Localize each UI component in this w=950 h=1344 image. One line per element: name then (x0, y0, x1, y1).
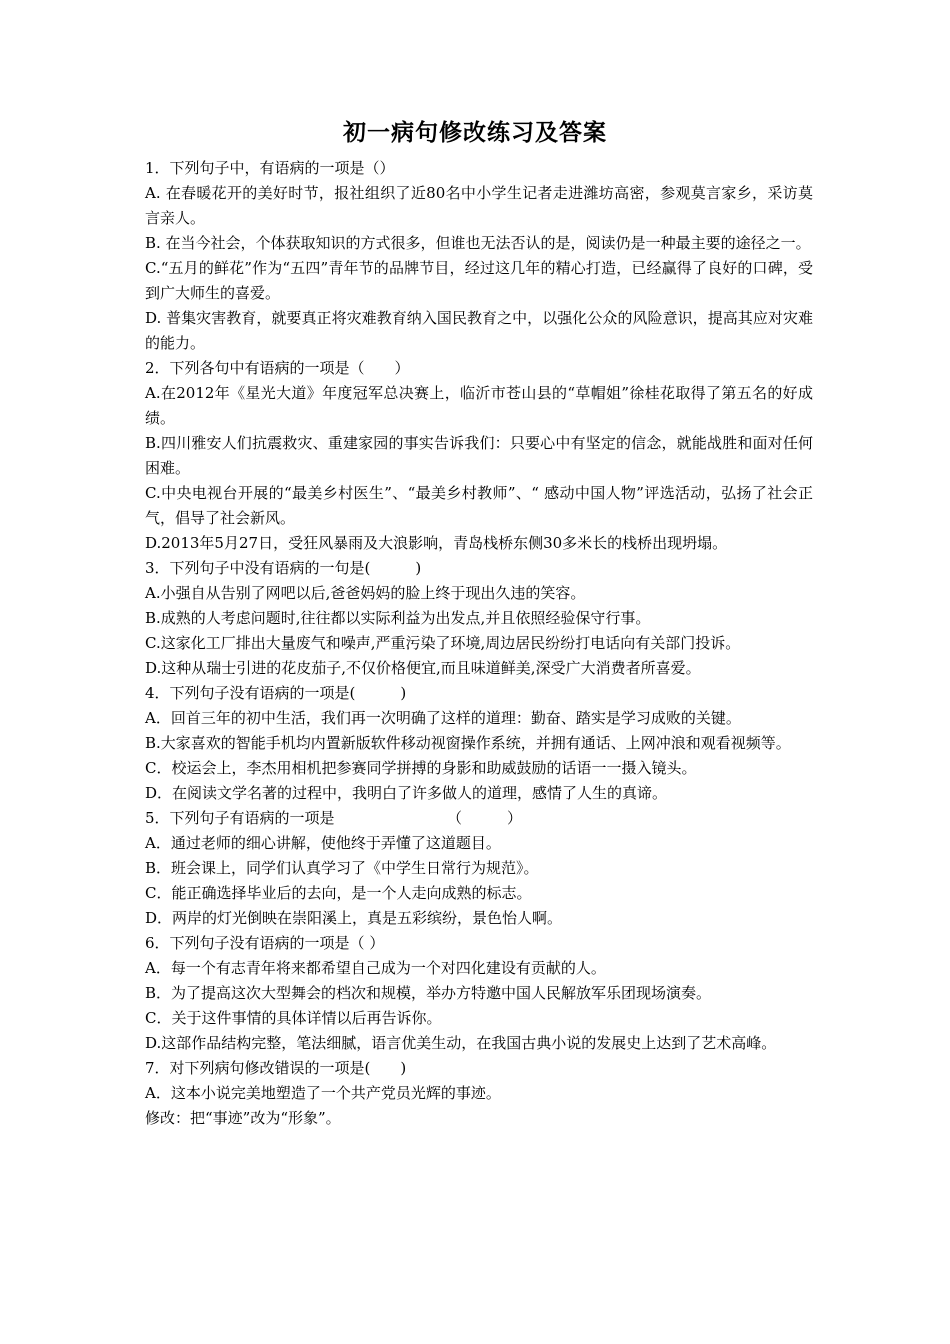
question-6-option-b: B．为了提高这次大型舞会的档次和规模，举办方特邀中国人民解放军乐团现场演奏。 (145, 984, 712, 1002)
question-5-option-a: A．通过老师的细心讲解，使他终于弄懂了这道题目。 (145, 834, 501, 852)
question-5-option-d: D．两岸的灯光倒映在崇阳溪上，真是五彩缤纷，景色怡人啊。 (145, 909, 563, 927)
question-4-option-a: A．回首三年的初中生活，我们再一次明确了这样的道理：勤奋、踏实是学习成败的关键。 (145, 709, 741, 727)
question-1-option-a: A. 在春暖花开的美好时节，报社组织了近80名中小学生记者走进潍坊高密，参观莫言家乡，采访莫言亲人。 (145, 184, 813, 227)
question-2-option-b: B.四川雅安人们抗震救灾、重建家园的事实告诉我们：只要心中有坚定的信念，就能战胜和面对任何困难。 (145, 434, 813, 477)
question-6-stem: 6．下列句子没有语病的一项是（ ） (145, 934, 385, 952)
question-5-stem: 5．下列句子有语病的一项是 （ ） (145, 809, 523, 827)
question-6-option-d: D.这部作品结构完整，笔法细腻，语言优美生动，在我国古典小说的发展史上达到了艺术高峰。 (145, 1034, 777, 1052)
question-2-option-c: C.中央电视台开展的“最美乡村医生”、“最美乡村教师”、“ 感动中国人物”评选活动，弘扬了社会正气，倡导了社会新风。 (145, 484, 813, 527)
question-1-stem: 1．下列句子中，有语病的一项是（） (145, 159, 395, 177)
question-3-option-b: B.成熟的人考虑问题时,往往都以实际利益为出发点,并且依照经验保守行事。 (145, 609, 651, 627)
question-3-option-d: D.这种从瑞士引进的花皮茄子,不仅价格便宜,而且味道鲜美,深受广大消费者所喜爱。 (145, 659, 701, 677)
question-5-option-b: B．班会课上，同学们认真学习了《中学生日常行为规范》。 (145, 859, 539, 877)
question-6-option-a: A．每一个有志青年将来都希望自己成为一个对四化建设有贡献的人。 (145, 959, 606, 977)
question-4-option-c: C．校运会上，李杰用相机把参赛同学拼搏的身影和助威鼓励的话语一一摄入镜头。 (145, 759, 697, 777)
question-7-option-a: A．这本小说完美地塑造了一个共产党员光辉的事迹。 (145, 1084, 501, 1102)
document-title: 初一病句修改练习及答案 (343, 119, 607, 146)
question-4-stem: 4．下列句子没有语病的一项是( ) (145, 684, 407, 702)
question-6-option-c: C．关于这件事情的具体详情以后再告诉你。 (145, 1009, 442, 1027)
question-3-option-a: A.小强自从告别了网吧以后,爸爸妈妈的脸上终于现出久违的笑容。 (145, 584, 586, 602)
question-7-revision: 修改：把“事迹”改为“形象”。 (145, 1109, 341, 1127)
question-2-option-d: D.2013年5月27日，受狂风暴雨及大浪影响，青岛栈桥东侧30多米长的栈桥出现坍塌。 (145, 534, 728, 552)
document-body (145, 156, 813, 1131)
question-7-stem: 7．对下列病句修改错误的一项是( ) (145, 1059, 407, 1077)
question-3-option-c: C.这家化工厂排出大量废气和噪声,严重污染了环境,周边居民纷纷打电话向有关部门投诉。 (145, 634, 741, 652)
question-4-option-b: B.大家喜欢的智能手机均内置新版软件移动视窗操作系统，并拥有通话、上网冲浪和观看视频等。 (145, 734, 791, 752)
question-5-option-c: C．能正确选择毕业后的去向，是一个人走向成熟的标志。 (145, 884, 532, 902)
question-2-option-a: A.在2012年《星光大道》年度冠军总决赛上，临沂市苍山县的“草帽姐”徐桂花取得了第五名的好成绩。 (145, 384, 813, 427)
question-1-option-d: D. 普集灾害教育，就要真正将灾难教育纳入国民教育之中，以强化公众的风险意识，提高其应对灾难的能力。 (145, 309, 813, 352)
question-2-stem: 2．下列各句中有语病的一项是（ ） (145, 359, 410, 377)
question-1-option-c: C.“五月的鲜花”作为“五四”青年节的品牌节目，经过这几年的精心打造，已经赢得了良好的口碑，受到广大师生的喜爱。 (145, 259, 813, 302)
question-1-option-b: B. 在当今社会，个体获取知识的方式很多，但谁也无法否认的是，阅读仍是一种最主要的途径之一。 (145, 234, 811, 252)
question-4-option-d: D．在阅读文学名著的过程中，我明白了许多做人的道理，感情了人生的真谛。 (145, 784, 668, 802)
question-3-stem: 3．下列句子中没有语病的一句是( ) (145, 559, 422, 577)
